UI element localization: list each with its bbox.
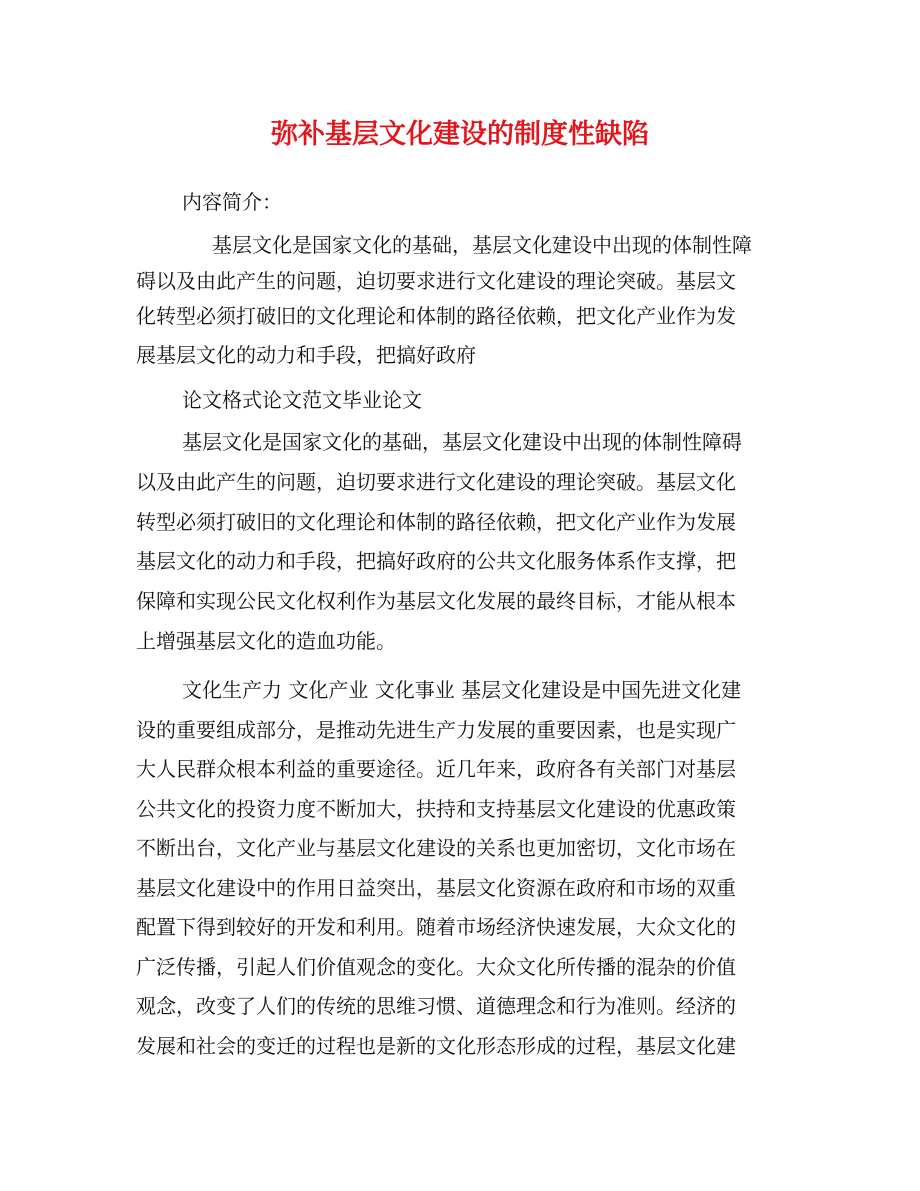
paragraph-line: 上增强基层文化的造血功能。 (136, 629, 396, 653)
paragraph-line: 以及由此产生的问题，迫切要求进行文化建设的理论突破。基层文化 (136, 470, 736, 494)
document-title: 弥补基层文化建设的制度性缺陷 (271, 119, 649, 150)
intro-label: 内容简介： (182, 190, 282, 214)
paragraph-line: 文化生产力 文化产业 文化事业 基层文化建设是中国先进文化建 (182, 678, 742, 702)
abstract-line: 碍以及由此产生的问题，迫切要求进行文化建设的理论突破。基层文 (136, 269, 736, 293)
paragraph-line: 设的重要组成部分，是推动先进生产力发展的重要因素，也是实现广 (136, 718, 736, 742)
category-line: 论文格式论文范文毕业论文 (182, 388, 422, 412)
paragraph-line: 基层文化建设中的作用日益突出，基层文化资源在政府和市场的双重 (136, 876, 736, 900)
paragraph-line: 基层文化是国家文化的基础，基层文化建设中出现的体制性障碍 (182, 430, 742, 454)
paragraph-line: 大人民群众根本利益的重要途径。近几年来，政府各有关部门对基层 (136, 757, 736, 781)
abstract-line: 展基层文化的动力和手段，把搞好政府 (136, 343, 476, 367)
paragraph-line: 转型必须打破旧的文化理论和体制的路径依赖，把文化产业作为发展 (136, 510, 736, 534)
paragraph-line: 广泛传播，引起人们价值观念的变化。大众文化所传播的混杂的价值 (136, 955, 736, 979)
paragraph-line: 配置下得到较好的开发和利用。随着市场经济快速发展，大众文化的 (136, 915, 736, 939)
abstract-line: 基层文化是国家文化的基础，基层文化建设中出现的体制性障 (212, 233, 752, 257)
paragraph-line: 观念，改变了人们的传统的思维习惯、道德理念和行为准则。经济的 (136, 994, 736, 1018)
abstract-line: 化转型必须打破旧的文化理论和体制的路径依赖，把文化产业作为发 (136, 304, 736, 328)
paragraph-line: 公共文化的投资力度不断加大，扶持和支持基层文化建设的优惠政策 (136, 797, 736, 821)
paragraph-line: 不断出台，文化产业与基层文化建设的关系也更加密切，文化市场在 (136, 836, 736, 860)
paragraph-line: 基层文化的动力和手段，把搞好政府的公共文化服务体系作支撑，把 (136, 549, 736, 573)
paragraph-line: 发展和社会的变迁的过程也是新的文化形态形成的过程，基层文化建 (136, 1034, 736, 1058)
paragraph-line: 保障和实现公民文化权利作为基层文化发展的最终目标，才能从根本 (136, 589, 736, 613)
